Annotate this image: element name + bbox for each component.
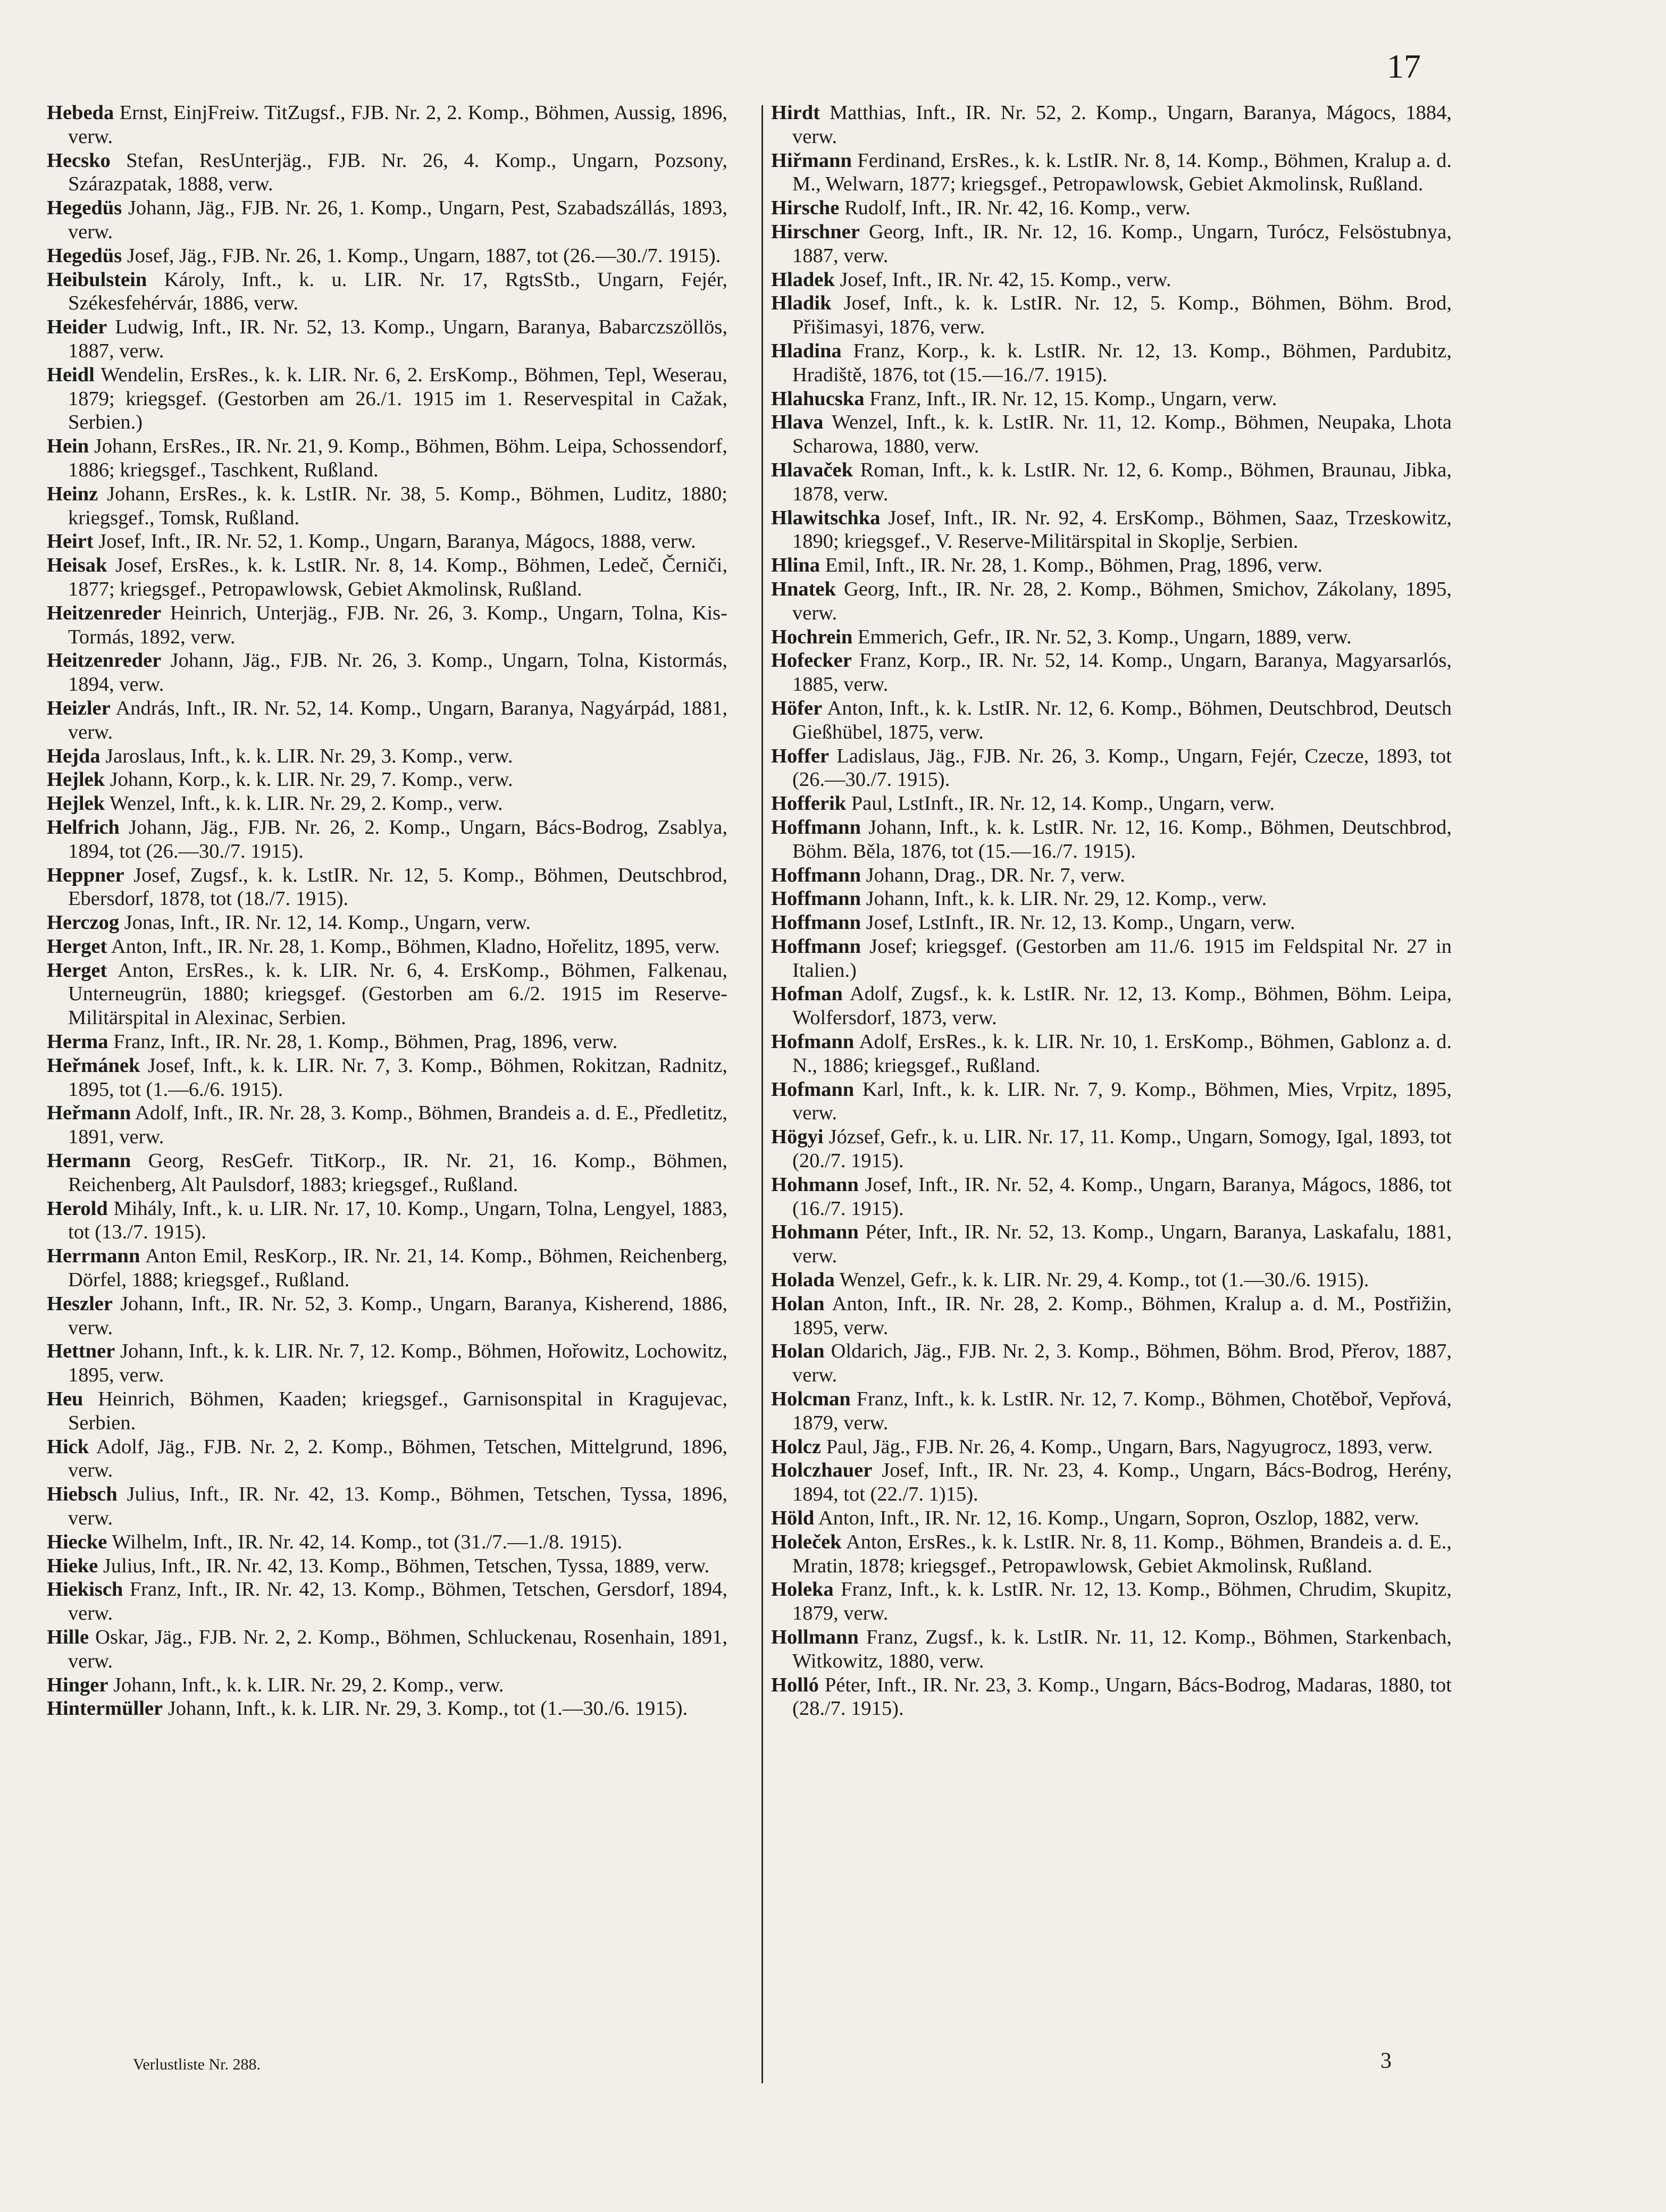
surname: Holeček	[771, 1530, 842, 1553]
surname: Hegedüs	[47, 197, 122, 220]
casualty-entry	[771, 1459, 1452, 1506]
entry-details: Adolf, Inft., IR. Nr. 28, 3. Komp., Böhmen, Brandeis a. d. E., Předletitz, 1891, verw.	[68, 1102, 727, 1149]
entry-details: Rudolf, Inft., IR. Nr. 42, 16. Komp., verw.	[839, 197, 1191, 220]
entry-details: Adolf, Zugsf., k. k. LstIR. Nr. 12, 13. Komp., Böhmen, Böhm. Leipa, Wolfersdorf, 1873, verw.	[792, 983, 1452, 1029]
entry-details: Julius, Inft., IR. Nr. 42, 13. Komp., Böhmen, Tetschen, Tyssa, 1896, verw.	[68, 1483, 727, 1530]
entry-details: Jaroslaus, Inft., k. k. LIR. Nr. 29, 3. Komp., verw.	[100, 744, 513, 767]
casualty-entry	[771, 387, 1452, 411]
surname: Hlawitschka	[771, 506, 881, 529]
casualty-entry	[47, 1435, 727, 1483]
entry-details: Wendelin, ErsRes., k. k. LIR. Nr. 6, 2. ErsKomp., Böhmen, Tepl, Weserau, 1879; kriegsgef. (Gestorben am 26./1. 1915 im 1. Reservespital in Cažak, Serbien.)	[68, 363, 727, 434]
surname: Hejlek	[47, 792, 105, 815]
entry-details: Wilhelm, Inft., IR. Nr. 42, 14. Komp., tot (31./7.—1./8. 1915).	[107, 1530, 623, 1553]
casualty-entry	[47, 1578, 727, 1626]
entry-details: Adolf, Jäg., FJB. Nr. 2, 2. Komp., Böhmen, Tetschen, Mittelgrund, 1896, verw.	[68, 1435, 727, 1482]
casualty-entry	[47, 1339, 727, 1387]
casualty-entry	[771, 697, 1452, 744]
entry-details: Georg, Inft., IR. Nr. 12, 16. Komp., Ungarn, Turócz, Felsöstubnya, 1887, verw.	[792, 220, 1452, 267]
entry-details: Heinrich, Böhmen, Kaaden; kriegsgef., Garnisonspital in Kragujevac, Serbien.	[68, 1388, 727, 1434]
right-column	[771, 101, 1452, 1721]
surname: Heřmann	[47, 1102, 131, 1125]
entry-details: Ernst, EinjFreiw. TitZugsf., FJB. Nr. 2, 2. Komp., Böhmen, Aussig, 1896, verw.	[68, 102, 727, 148]
casualty-entry	[47, 1292, 727, 1340]
surname: Hecsko	[47, 149, 111, 172]
entry-details: Franz, Inft., IR. Nr. 12, 15. Komp., Ungarn, verw.	[864, 387, 1277, 410]
entry-details: Stefan, ResUnterjäg., FJB. Nr. 26, 4. Komp., Ungarn, Pozsony, Szárazpatak, 1888, verw.	[68, 149, 727, 196]
casualty-entry	[771, 1530, 1452, 1578]
entry-details: Georg, Inft., IR. Nr. 28, 2. Komp., Böhmen, Smichov, Zákolany, 1895, verw.	[792, 577, 1452, 624]
entry-details: Ludwig, Inft., IR. Nr. 52, 13. Komp., Ungarn, Baranya, Babarczszöllös, 1887, verw.	[68, 316, 727, 362]
entry-details: Josef, Inft., IR. Nr. 52, 4. Komp., Ungarn, Baranya, Mágocs, 1886, tot (16./7. 1915).	[792, 1173, 1452, 1220]
surname: Hinger	[47, 1673, 108, 1696]
entry-details: Josef, Inft., IR. Nr. 23, 4. Komp., Ungarn, Bács-Bodrog, Herény, 1894, tot (22./7. 1)15).	[792, 1459, 1452, 1506]
surname: Hiebsch	[47, 1483, 118, 1506]
entry-details: Johann, Inft., IR. Nr. 52, 3. Komp., Ungarn, Baranya, Kisherend, 1886, verw.	[68, 1292, 727, 1339]
entry-details: Oldarich, Jäg., FJB. Nr. 2, 3. Komp., Böhmen, Böhm. Brod, Přerov, 1887, verw.	[792, 1340, 1452, 1387]
entry-details: Josef, Inft., IR. Nr. 42, 15. Komp., verw.	[834, 268, 1171, 291]
surname: Heitzenreder	[47, 649, 162, 672]
surname: Hebeda	[47, 102, 114, 124]
casualty-entry	[47, 744, 727, 768]
casualty-entry	[771, 1435, 1452, 1459]
entry-details: Josef, Inft., IR. Nr. 92, 4. ErsKomp., Böhmen, Saaz, Trzeskowitz, 1890; kriegsgef., V. Reserve-Militärspital in Skoplje, Serbien.	[792, 506, 1452, 553]
casualty-entry	[771, 1220, 1452, 1268]
casualty-entry	[47, 1626, 727, 1673]
surname: Herold	[47, 1197, 108, 1220]
entry-details: Oskar, Jäg., FJB. Nr. 2, 2. Komp., Böhmen, Schluckenau, Rosenhain, 1891, verw.	[68, 1626, 727, 1672]
casualty-entry	[47, 697, 727, 744]
entry-details: Johann, Korp., k. k. LIR. Nr. 29, 7. Komp., verw.	[105, 768, 513, 791]
casualty-entry	[771, 1292, 1452, 1340]
casualty-entry	[47, 1197, 727, 1245]
surname: Holczhauer	[771, 1459, 873, 1482]
casualty-entry	[47, 530, 727, 554]
casualty-entry	[771, 410, 1452, 458]
entry-details: Károly, Inft., k. u. LIR. Nr. 17, RgtsStb., Ungarn, Fejér, Székesfehérvár, 1886, verw.	[68, 268, 727, 315]
surname: Hofferik	[771, 792, 847, 815]
surname: Hoffmann	[771, 911, 861, 934]
surname: Hollmann	[771, 1626, 859, 1648]
casualty-entry	[47, 1244, 727, 1292]
casualty-entry	[771, 506, 1452, 554]
casualty-entry	[47, 1530, 727, 1554]
entry-details: Anton, Inft., IR. Nr. 12, 16. Komp., Ungarn, Sopron, Oszlop, 1882, verw.	[814, 1507, 1419, 1530]
casualty-entry	[771, 1173, 1452, 1221]
casualty-entry	[771, 911, 1452, 935]
surname: Högyi	[771, 1126, 824, 1149]
casualty-entry	[771, 1506, 1452, 1530]
entry-details: Georg, ResGefr. TitKorp., IR. Nr. 21, 16. Komp., Böhmen, Reichenberg, Alt Paulsdorf, 1883; kriegsgef., Rußland.	[68, 1150, 727, 1196]
casualty-entry	[771, 196, 1452, 220]
surname: Hofecker	[771, 649, 852, 672]
entry-details: Matthias, Inft., IR. Nr. 52, 2. Komp., Ungarn, Baranya, Mágocs, 1884, verw.	[792, 102, 1452, 148]
casualty-entry	[47, 268, 727, 316]
casualty-entry	[47, 935, 727, 959]
casualty-entry	[771, 291, 1452, 339]
surname: Heinz	[47, 482, 98, 505]
entry-details: Johann, Inft., k. k. LIR. Nr. 7, 12. Komp., Böhmen, Hořowitz, Lochowitz, 1895, verw.	[68, 1340, 727, 1387]
casualty-entry	[47, 1697, 727, 1721]
entry-details: Johann, ErsRes., k. k. LstIR. Nr. 38, 5. Komp., Böhmen, Luditz, 1880; kriegsgef., Tomsk, Rußland.	[68, 482, 727, 529]
casualty-entry	[771, 577, 1452, 625]
surname: Hick	[47, 1435, 89, 1458]
surname: Hoffmann	[771, 864, 861, 886]
entry-details: Josef, Inft., IR. Nr. 52, 1. Komp., Ungarn, Baranya, Mágocs, 1888, verw.	[93, 530, 696, 553]
entry-details: Paul, Jäg., FJB. Nr. 26, 4. Komp., Ungarn, Bars, Nagyugrocz, 1893, verw.	[821, 1435, 1433, 1458]
casualty-entry	[47, 911, 727, 935]
surname: Heisak	[47, 554, 107, 577]
entry-details: Emmerich, Gefr., IR. Nr. 52, 3. Komp., Ungarn, 1889, verw.	[852, 625, 1352, 648]
surname: Hirsche	[771, 197, 840, 220]
entry-details: Josef, ErsRes., k. k. LstIR. Nr. 8, 14. Komp., Böhmen, Ledeč, Černiči, 1877; kriegsgef., Petropawlowsk, Gebiet Akmolinsk, Rußland.	[68, 554, 727, 600]
casualty-entry	[771, 1078, 1452, 1126]
entry-details: Anton, Inft., IR. Nr. 28, 2. Komp., Böhmen, Kralup a. d. M., Postřižin, 1895, verw.	[792, 1292, 1452, 1339]
casualty-entry	[47, 649, 727, 697]
casualty-entry	[771, 458, 1452, 506]
casualty-entry	[771, 935, 1452, 983]
entry-details: Jonas, Inft., IR. Nr. 12, 14. Komp., Ungarn, verw.	[119, 911, 531, 934]
entry-details: András, Inft., IR. Nr. 52, 14. Komp., Ungarn, Baranya, Nagyárpád, 1881, verw.	[68, 697, 727, 743]
casualty-entry	[47, 601, 727, 649]
casualty-entry	[47, 864, 727, 911]
entry-details: Roman, Inft., k. k. LstIR. Nr. 12, 6. Komp., Böhmen, Braunau, Jibka, 1878, verw.	[792, 458, 1452, 505]
surname: Hirschner	[771, 220, 860, 243]
surname: Heirt	[47, 530, 94, 553]
surname: Hofmann	[771, 1030, 855, 1053]
surname: Heibulstein	[47, 268, 147, 291]
surname: Herczog	[47, 911, 120, 934]
casualty-entry	[771, 1268, 1452, 1292]
entry-details: Anton, Inft., IR. Nr. 28, 1. Komp., Böhmen, Kladno, Hořelitz, 1895, verw.	[107, 935, 720, 958]
entry-details: Franz, Korp., IR. Nr. 52, 14. Komp., Ungarn, Baranya, Magyarsarlós, 1885, verw.	[792, 649, 1452, 696]
surname: Herget	[47, 935, 107, 958]
surname: Herma	[47, 1030, 108, 1053]
casualty-entry	[771, 554, 1452, 577]
casualty-entry	[47, 1101, 727, 1149]
entry-details: Adolf, ErsRes., k. k. LIR. Nr. 10, 1. ErsKomp., Böhmen, Gablonz a. d. N., 1886; kriegsgef., Rußland.	[792, 1030, 1452, 1077]
surname: Herrmann	[47, 1245, 140, 1268]
surname: Hladina	[771, 339, 842, 362]
surname: Heppner	[47, 864, 124, 886]
footer-signature-number: 3	[1380, 2049, 1392, 2073]
casualty-entry	[771, 625, 1452, 649]
casualty-entry	[771, 982, 1452, 1030]
surname: Hille	[47, 1626, 89, 1648]
footer-publication: Verlustliste Nr. 288.	[133, 2056, 261, 2073]
casualty-entry	[771, 649, 1452, 697]
casualty-entry	[771, 744, 1452, 792]
surname: Heszler	[47, 1292, 113, 1315]
casualty-entry	[771, 887, 1452, 911]
casualty-entry	[771, 339, 1452, 387]
surname: Holcz	[771, 1435, 822, 1458]
surname: Holeka	[771, 1578, 834, 1601]
surname: Hoffmann	[771, 887, 861, 910]
entry-details: Mihály, Inft., k. u. LIR. Nr. 17, 10. Komp., Ungarn, Tolna, Lengyel, 1883, tot (13./7. 1915).	[68, 1197, 727, 1244]
casualty-entry	[771, 101, 1452, 149]
casualty-entry	[47, 1054, 727, 1102]
casualty-entry	[47, 768, 727, 792]
casualty-entry	[771, 816, 1452, 864]
casualty-entry	[47, 1482, 727, 1530]
surname: Hein	[47, 435, 89, 458]
entry-details: Franz, Korp., k. k. LstIR. Nr. 12, 13. Komp., Böhmen, Pardubitz, Hradiště, 1876, tot (15.—16./7. 1915).	[792, 339, 1452, 386]
entry-details: Johann, Jäg., FJB. Nr. 26, 3. Komp., Ungarn, Tolna, Kistormás, 1894, verw.	[68, 649, 727, 696]
surname: Hlina	[771, 554, 821, 577]
surname: Hoffmann	[771, 816, 861, 839]
casualty-entry	[47, 434, 727, 482]
surname: Hettner	[47, 1340, 115, 1363]
casualty-entry	[47, 482, 727, 530]
entry-details: Johann, Inft., k. k. LstIR. Nr. 12, 16. Komp., Böhmen, Deutschbrod, Böhm. Běla, 1876, tot (15.—16./7. 1915).	[792, 816, 1452, 862]
casualty-entry	[771, 268, 1452, 292]
surname: Hnatek	[771, 577, 836, 600]
entry-details: Karl, Inft., k. k. LIR. Nr. 7, 9. Komp., Böhmen, Mies, Vrpitz, 1895, verw.	[792, 1078, 1452, 1125]
entry-details: Anton, Inft., k. k. LstIR. Nr. 12, 6. Komp., Böhmen, Deutschbrod, Deutsch Gießhübel, 1875, verw.	[792, 697, 1452, 743]
casualty-entry	[771, 1673, 1452, 1721]
casualty-entry	[47, 244, 727, 268]
entry-details: Johann, Inft., k. k. LIR. Nr. 29, 3. Komp., tot (1.—30./6. 1915).	[163, 1697, 688, 1720]
casualty-entry	[47, 196, 727, 244]
surname: Heidl	[47, 363, 95, 386]
entry-details: Josef, LstInft., IR. Nr. 12, 13. Komp., Ungarn, verw.	[860, 911, 1295, 934]
surname: Hlava	[771, 411, 824, 434]
entry-details: Josef; kriegsgef. (Gestorben am 11./6. 1915 im Feldspital Nr. 27 in Italien.)	[792, 935, 1452, 982]
surname: Hoffmann	[771, 935, 861, 958]
entry-details: Péter, Inft., IR. Nr. 52, 13. Komp., Ungarn, Baranya, Laskafalu, 1881, verw.	[792, 1221, 1452, 1268]
surname: Hochrein	[771, 625, 853, 648]
surname: Hintermüller	[47, 1697, 163, 1720]
page-number: 17	[1387, 47, 1421, 85]
casualty-entry	[47, 149, 727, 197]
surname: Heider	[47, 316, 107, 339]
casualty-entry	[771, 1387, 1452, 1435]
casualty-entry	[47, 1387, 727, 1435]
surname: Hegedüs	[47, 244, 122, 267]
entry-details: Franz, Inft., k. k. LstIR. Nr. 12, 13. Komp., Böhmen, Chrudim, Skupitz, 1879, verw.	[792, 1578, 1452, 1625]
surname: Hofman	[771, 983, 843, 1006]
casualty-entry	[47, 792, 727, 816]
surname: Holan	[771, 1292, 825, 1315]
casualty-entry	[771, 1125, 1452, 1173]
casualty-entry	[47, 1149, 727, 1197]
surname: Hieke	[47, 1554, 98, 1577]
entry-details: József, Gefr., k. u. LIR. Nr. 17, 11. Komp., Ungarn, Somogy, Igal, 1893, tot (20./7. 1915).	[792, 1126, 1452, 1172]
entry-details: Franz, Inft., IR. Nr. 42, 13. Komp., Böhmen, Tetschen, Gersdorf, 1894, verw.	[68, 1578, 727, 1625]
surname: Holló	[771, 1673, 819, 1696]
casualty-entry	[771, 1339, 1452, 1387]
entry-details: Ferdinand, ErsRes., k. k. LstIR. Nr. 8, 14. Komp., Böhmen, Kralup a. d. M., Welwarn, 1877; kriegsgef., Petropawlowsk, Gebiet Akmolinsk, Rußland.	[792, 149, 1452, 196]
casualty-entry	[771, 220, 1452, 268]
surname: Heizler	[47, 697, 111, 719]
casualty-entry	[47, 816, 727, 864]
entry-details: Johann, ErsRes., IR. Nr. 21, 9. Komp., Böhmen, Böhm. Leipa, Schossendorf, 1886; kriegsgef., Taschkent, Rußland.	[68, 435, 727, 481]
entry-details: Julius, Inft., IR. Nr. 42, 13. Komp., Böhmen, Tetschen, Tyssa, 1889, verw.	[98, 1554, 710, 1577]
surname: Hohmann	[771, 1173, 859, 1196]
surname: Heu	[47, 1388, 83, 1411]
entry-details: Johann, Drag., DR. Nr. 7, verw.	[860, 864, 1125, 886]
casualty-entry	[47, 1673, 727, 1697]
entry-details: Josef, Inft., k. k. LIR. Nr. 7, 3. Komp., Böhmen, Rokitzan, Radnitz, 1895, tot (1.—6./6. 1915).	[68, 1054, 727, 1101]
surname: Hejlek	[47, 768, 105, 791]
surname: Hladik	[771, 292, 832, 315]
surname: Hiecke	[47, 1530, 107, 1553]
surname: Holcman	[771, 1388, 851, 1411]
casualty-entry	[771, 149, 1452, 197]
entry-details: Johann, Inft., k. k. LIR. Nr. 29, 12. Komp., verw.	[860, 887, 1267, 910]
entry-details: Anton, ErsRes., k. k. LIR. Nr. 6, 4. ErsKomp., Böhmen, Falkenau, Unterneugrün, 1880; kriegsgef. (Gestorben am 6./2. 1915 im Reserve-Militärspital in Alexinac, Serbien.	[68, 959, 727, 1029]
surname: Höfer	[771, 697, 823, 719]
entry-details: Wenzel, Inft., k. k. LstIR. Nr. 11, 12. Komp., Böhmen, Neupaka, Lhota Scharowa, 1880, verw.	[792, 411, 1452, 458]
casualty-entry	[771, 1030, 1452, 1078]
casualty-entry	[47, 1030, 727, 1054]
left-column	[47, 101, 727, 1721]
surname: Holada	[771, 1269, 835, 1292]
surname: Hlavaček	[771, 458, 853, 481]
entry-details: Franz, Zugsf., k. k. LstIR. Nr. 11, 12. Komp., Böhmen, Starkenbach, Witkowitz, 1880, verw.	[792, 1626, 1452, 1672]
surname: Hiřmann	[771, 149, 852, 172]
column-divider	[761, 105, 763, 2083]
entry-details: Wenzel, Inft., k. k. LIR. Nr. 29, 2. Komp., verw.	[105, 792, 503, 815]
casualty-entry	[771, 864, 1452, 887]
entry-details: Josef, Inft., k. k. LstIR. Nr. 12, 5. Komp., Böhmen, Böhm. Brod, Přišimasyi, 1876, verw.	[792, 292, 1452, 339]
surname: Hohmann	[771, 1221, 859, 1244]
surname: Heřmánek	[47, 1054, 140, 1077]
casualty-entry	[47, 101, 727, 149]
surname: Hejda	[47, 744, 101, 767]
casualty-entry	[47, 1554, 727, 1578]
entry-details: Josef, Jäg., FJB. Nr. 26, 1. Komp., Ungarn, 1887, tot (26.—30./7. 1915).	[122, 244, 721, 267]
entry-details: Anton Emil, ResKorp., IR. Nr. 21, 14. Komp., Böhmen, Reichenberg, Dörfel, 1888; kriegsgef., Rußland.	[68, 1245, 727, 1292]
surname: Hofmann	[771, 1078, 855, 1101]
casualty-entry	[771, 1626, 1452, 1673]
surname: Hermann	[47, 1150, 131, 1172]
casualty-entry	[47, 554, 727, 601]
entry-details: Johann, Inft., k. k. LIR. Nr. 29, 2. Komp., verw.	[108, 1673, 504, 1696]
surname: Hiekisch	[47, 1578, 123, 1601]
casualty-entry	[771, 1578, 1452, 1626]
surname: Hirdt	[771, 102, 820, 124]
entry-details: Heinrich, Unterjäg., FJB. Nr. 26, 3. Komp., Ungarn, Tolna, Kis-Tormás, 1892, verw.	[68, 601, 727, 648]
casualty-entry	[47, 315, 727, 363]
surname: Hoffer	[771, 744, 830, 767]
surname: Herget	[47, 959, 107, 982]
entry-details: Franz, Inft., k. k. LstIR. Nr. 12, 7. Komp., Böhmen, Chotěboř, Vepřová, 1879, verw.	[792, 1388, 1452, 1434]
casualty-entry	[47, 959, 727, 1030]
entry-details: Ladislaus, Jäg., FJB. Nr. 26, 3. Komp., Ungarn, Fejér, Czecze, 1893, tot (26.—30./7. 1915).	[792, 744, 1452, 791]
entry-details: Franz, Inft., IR. Nr. 28, 1. Komp., Böhmen, Prag, 1896, verw.	[108, 1030, 618, 1053]
entry-details: Johann, Jäg., FJB. Nr. 26, 1. Komp., Ungarn, Pest, Szabadszállás, 1893, verw.	[68, 197, 727, 243]
entry-details: Anton, ErsRes., k. k. LstIR. Nr. 8, 11. Komp., Böhmen, Brandeis a. d. E., Mratin, 1878; kriegsgef., Petropawlowsk, Gebiet Akmolinsk, Rußland.	[792, 1530, 1452, 1577]
entry-details: Josef, Zugsf., k. k. LstIR. Nr. 12, 5. Komp., Böhmen, Deutschbrod, Ebersdorf, 1878, tot (18./7. 1915).	[68, 864, 727, 910]
entry-details: Wenzel, Gefr., k. k. LIR. Nr. 29, 4. Komp., tot (1.—30./6. 1915).	[834, 1269, 1369, 1292]
entry-details: Péter, Inft., IR. Nr. 23, 3. Komp., Ungarn, Bács-Bodrog, Madaras, 1880, tot (28./7. 1915).	[792, 1673, 1452, 1720]
casualty-entry	[47, 363, 727, 434]
entry-details: Paul, LstInft., IR. Nr. 12, 14. Komp., Ungarn, verw.	[846, 792, 1275, 815]
surname: Holan	[771, 1340, 825, 1363]
entry-details: Emil, Inft., IR. Nr. 28, 1. Komp., Böhmen, Prag, 1896, verw.	[820, 554, 1322, 577]
entry-details: Johann, Jäg., FJB. Nr. 26, 2. Komp., Ungarn, Bács-Bodrog, Zsablya, 1894, tot (26.—30./7. 1915).	[68, 816, 727, 862]
surname: Heitzenreder	[47, 601, 162, 624]
surname: Höld	[771, 1507, 815, 1530]
surname: Helfrich	[47, 816, 120, 839]
surname: Hladek	[771, 268, 835, 291]
surname: Hlahucska	[771, 387, 865, 410]
casualty-entry	[771, 792, 1452, 816]
